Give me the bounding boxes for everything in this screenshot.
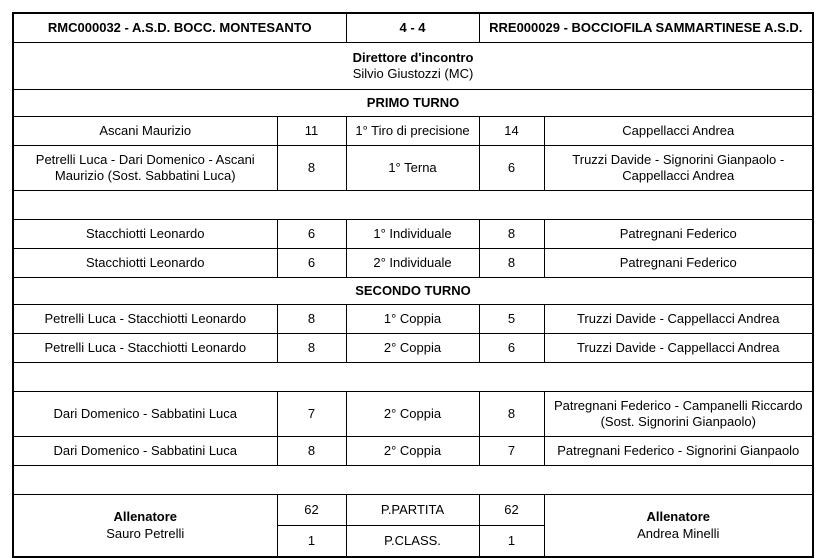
away-players: Patregnani Federico - Signorini Gianpaolo: [544, 437, 813, 466]
away-players: Patregnani Federico - Campanelli Riccardo (Sost. Signorini Gianpaolo): [544, 392, 813, 437]
event-name: 2° Individuale: [346, 249, 479, 278]
away-players: Truzzi Davide - Cappellacci Andrea: [544, 334, 813, 363]
away-score: 8: [479, 220, 544, 249]
home-coach-label: Allenatore: [113, 509, 178, 525]
away-match-points: 62: [479, 495, 544, 526]
home-score: 8: [277, 305, 346, 334]
second-round-title: SECONDO TURNO: [13, 278, 813, 305]
header-row: [13, 13, 813, 43]
home-score: 8: [277, 437, 346, 466]
away-coach-cell: [544, 495, 813, 558]
event-name: 2° Coppia: [346, 437, 479, 466]
totals-row-match-points: [13, 495, 813, 526]
home-players: Petrelli Luca - Dari Domenico - Ascani Maurizio (Sost. Sabbatini Luca): [13, 146, 277, 191]
spacer-row: [13, 363, 813, 392]
home-score: 7: [277, 392, 346, 437]
game-row: [13, 305, 813, 334]
home-score: 8: [277, 334, 346, 363]
home-class-points: 1: [277, 526, 346, 558]
home-score: 8: [277, 146, 346, 191]
away-score: 6: [479, 146, 544, 191]
away-coach-label: Allenatore: [646, 509, 711, 525]
spacer-row: [13, 466, 813, 495]
game-row: [13, 249, 813, 278]
home-players: Petrelli Luca - Stacchiotti Leonardo: [13, 334, 277, 363]
spacer-cell: [13, 466, 813, 495]
away-team-name: RRE000029 - BOCCIOFILA SAMMARTINESE A.S.D.: [479, 13, 813, 43]
away-players: Truzzi Davide - Cappellacci Andrea: [544, 305, 813, 334]
referee-row: [13, 43, 813, 90]
away-players: Cappellacci Andrea: [544, 117, 813, 146]
away-score: 7: [479, 437, 544, 466]
home-score: 11: [277, 117, 346, 146]
away-players: Patregnani Federico: [544, 220, 813, 249]
home-players: Dari Domenico - Sabbatini Luca: [13, 392, 277, 437]
away-coach-name: Andrea Minelli: [637, 525, 720, 541]
away-score: 14: [479, 117, 544, 146]
away-score: 6: [479, 334, 544, 363]
home-players: Ascani Maurizio: [13, 117, 277, 146]
match-score: 4 - 4: [346, 13, 479, 43]
referee-label: Direttore d'incontro: [352, 49, 474, 65]
class-points-label: P.CLASS.: [346, 526, 479, 558]
game-row: [13, 220, 813, 249]
event-name: 2° Coppia: [346, 392, 479, 437]
event-name: 2° Coppia: [346, 334, 479, 363]
home-coach-cell: [13, 495, 277, 558]
game-row: [13, 146, 813, 191]
match-points-label: P.PARTITA: [346, 495, 479, 526]
spacer-cell: [13, 191, 813, 220]
away-score: 8: [479, 249, 544, 278]
second-round-header-row: [13, 278, 813, 305]
home-score: 6: [277, 220, 346, 249]
spacer-row: [13, 191, 813, 220]
event-name: 1° Individuale: [346, 220, 479, 249]
spacer-cell: [13, 363, 813, 392]
match-report-table: [12, 12, 814, 558]
home-players: Stacchiotti Leonardo: [13, 249, 277, 278]
home-players: Stacchiotti Leonardo: [13, 220, 277, 249]
game-row: [13, 117, 813, 146]
home-team-name: RMC000032 - A.S.D. BOCC. MONTESANTO: [13, 13, 346, 43]
first-round-title: PRIMO TURNO: [13, 90, 813, 117]
referee-name: Silvio Giustozzi (MC): [352, 66, 474, 81]
away-players: Truzzi Davide - Signorini Gianpaolo - Cappellacci Andrea: [544, 146, 813, 191]
home-match-points: 62: [277, 495, 346, 526]
game-row: [13, 437, 813, 466]
away-players: Patregnani Federico: [544, 249, 813, 278]
home-coach-name: Sauro Petrelli: [106, 525, 185, 541]
home-score: 6: [277, 249, 346, 278]
home-players: Dari Domenico - Sabbatini Luca: [13, 437, 277, 466]
away-score: 8: [479, 392, 544, 437]
referee-cell: [13, 43, 813, 90]
first-round-header-row: [13, 90, 813, 117]
game-row: [13, 334, 813, 363]
away-score: 5: [479, 305, 544, 334]
event-name: 1° Terna: [346, 146, 479, 191]
home-players: Petrelli Luca - Stacchiotti Leonardo: [13, 305, 277, 334]
game-row: [13, 392, 813, 437]
away-class-points: 1: [479, 526, 544, 558]
event-name: 1° Coppia: [346, 305, 479, 334]
event-name: 1° Tiro di precisione: [346, 117, 479, 146]
